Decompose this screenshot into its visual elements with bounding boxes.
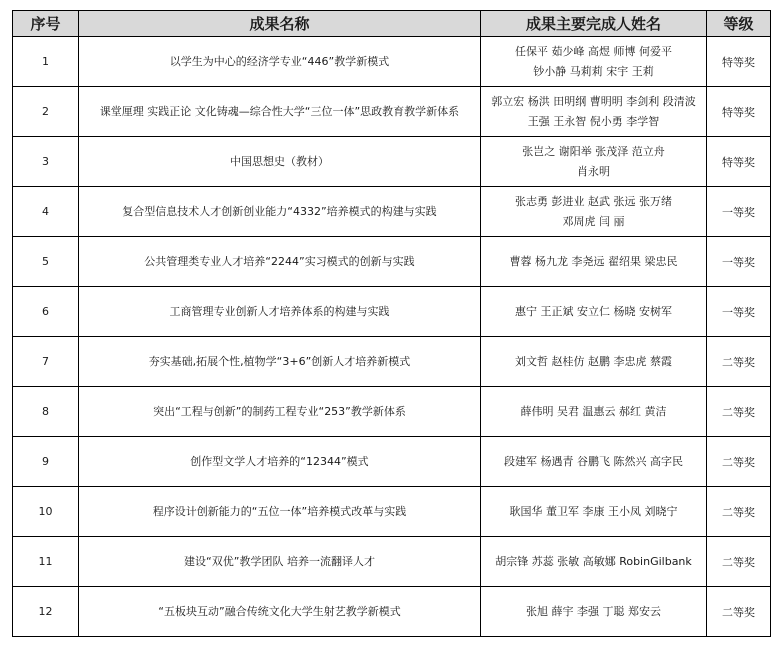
table-row [13, 37, 771, 87]
people-line-1: 胡宗锋 苏蕊 张敏 高敏娜 RobinGilbank [495, 554, 692, 568]
achievement-name: 工商管理专业创新人才培养体系的构建与实践 [79, 287, 481, 337]
people-cell [481, 337, 707, 387]
people-line-1: 张岂之 谢阳举 张茂泽 范立舟 [522, 144, 665, 158]
achievement-name: 建设“双优”教学团队 培养一流翻译人才 [79, 537, 481, 587]
people-line-1: 耿国华 董卫军 李康 王小凤 刘晓宁 [509, 504, 678, 518]
table-row [13, 387, 771, 437]
achievement-name: 创作型文学人才培养的“12344”模式 [79, 437, 481, 487]
table-row [13, 287, 771, 337]
header-no: 序号 [13, 11, 79, 37]
row-number: 10 [13, 487, 79, 537]
people-cell [481, 387, 707, 437]
table-body [13, 37, 771, 637]
achievement-name: 程序设计创新能力的“五位一体”培养模式改革与实践 [79, 487, 481, 537]
row-number: 4 [13, 187, 79, 237]
table-row [13, 237, 771, 287]
people-line-1: 郭立宏 杨洪 田明纲 曹明明 李剑利 段清波 [491, 94, 696, 108]
people-line-1: 张旭 薛宇 李强 丁聪 郑安云 [526, 604, 661, 618]
people-cell [481, 437, 707, 487]
header-people: 成果主要完成人姓名 [481, 11, 707, 37]
people-line-2: 王强 王永智 倪小勇 李学智 [527, 114, 660, 128]
people-line-1: 曹蓉 杨九龙 李尧远 翟绍果 梁忠民 [509, 254, 678, 268]
achievement-name: 夯实基础,拓展个性,植物学“3+6”创新人才培养新模式 [79, 337, 481, 387]
header-name: 成果名称 [79, 11, 481, 37]
award-level: 二等奖 [707, 487, 771, 537]
award-level: 二等奖 [707, 587, 771, 637]
achievement-name: 以学生为中心的经济学专业“446”教学新模式 [79, 37, 481, 87]
people-line-1: 惠宁 王正斌 安立仁 杨晓 安树军 [515, 304, 672, 318]
achievement-name: 中国思想史（教材） [79, 137, 481, 187]
achievement-name: 课堂厘理 实践正论 文化铸魂—综合性大学“三位一体”思政教育教学新体系 [79, 87, 481, 137]
row-number: 8 [13, 387, 79, 437]
people-line-1: 薛伟明 吴君 温惠云 郝红 黄洁 [520, 404, 667, 418]
award-level: 二等奖 [707, 337, 771, 387]
award-level: 二等奖 [707, 437, 771, 487]
people-cell [481, 487, 707, 537]
people-line-1: 刘文哲 赵桂仿 赵鹏 李忠虎 蔡霞 [515, 354, 672, 368]
row-number: 11 [13, 537, 79, 587]
award-level: 特等奖 [707, 137, 771, 187]
achievement-name: 复合型信息技术人才创新创业能力“4332”培养模式的构建与实践 [79, 187, 481, 237]
people-line-1: 任保平 茹少峰 高煜 师博 何爱平 [515, 44, 672, 58]
people-cell [481, 287, 707, 337]
table-row [13, 537, 771, 587]
people-line-2: 肖永明 [577, 164, 610, 178]
people-cell [481, 37, 707, 87]
row-number: 6 [13, 287, 79, 337]
people-cell [481, 87, 707, 137]
table-row [13, 337, 771, 387]
row-number: 12 [13, 587, 79, 637]
award-level: 一等奖 [707, 237, 771, 287]
people-cell [481, 537, 707, 587]
row-number: 7 [13, 337, 79, 387]
award-level: 二等奖 [707, 387, 771, 437]
award-level: 特等奖 [707, 37, 771, 87]
table-row [13, 187, 771, 237]
table-row [13, 137, 771, 187]
award-level: 特等奖 [707, 87, 771, 137]
people-cell [481, 187, 707, 237]
award-level: 一等奖 [707, 187, 771, 237]
achievement-name: “五板块互动”融合传统文化大学生射艺教学新模式 [79, 587, 481, 637]
achievement-name: 公共管理类专业人才培养“2244”实习模式的创新与实践 [79, 237, 481, 287]
table-row [13, 487, 771, 537]
people-cell [481, 237, 707, 287]
row-number: 2 [13, 87, 79, 137]
row-number: 1 [13, 37, 79, 87]
row-number: 5 [13, 237, 79, 287]
award-level: 二等奖 [707, 537, 771, 587]
row-number: 9 [13, 437, 79, 487]
table-row [13, 587, 771, 637]
people-line-1: 张志勇 彭进业 赵武 张远 张万绪 [515, 194, 672, 208]
header-row [13, 11, 771, 37]
header-level: 等级 [707, 11, 771, 37]
people-line-2: 邓周虎 闫 丽 [562, 214, 625, 228]
row-number: 3 [13, 137, 79, 187]
achievement-name: 突出“工程与创新”的制药工程专业“253”教学新体系 [79, 387, 481, 437]
table-row [13, 437, 771, 487]
people-cell [481, 587, 707, 637]
people-cell [481, 137, 707, 187]
people-line-1: 段建军 杨遇青 谷鹏飞 陈然兴 高字民 [504, 454, 683, 468]
table-row [13, 87, 771, 137]
table-header [13, 11, 771, 37]
people-line-2: 钞小静 马莉莉 宋宇 王莉 [533, 64, 654, 78]
award-level: 一等奖 [707, 287, 771, 337]
award-table [12, 10, 771, 637]
